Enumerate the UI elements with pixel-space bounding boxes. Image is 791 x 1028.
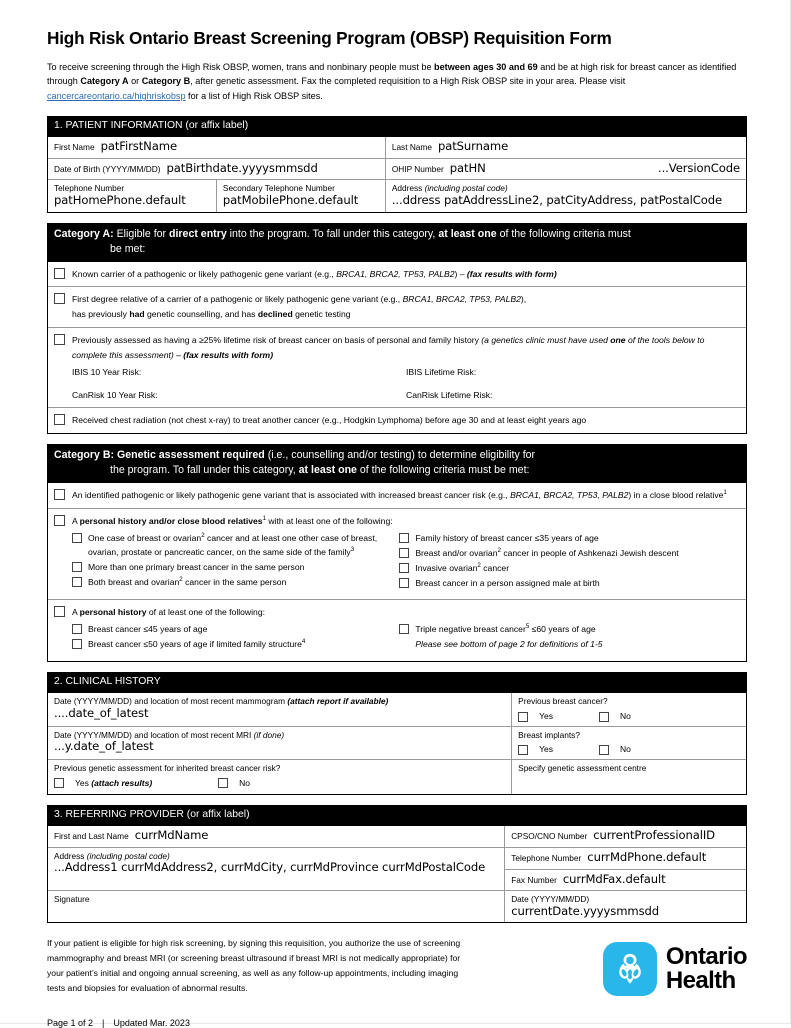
sub-text-b: cancer bbox=[480, 562, 510, 573]
category-a-at-least-one: at least one bbox=[438, 227, 497, 240]
sub-text-a: Family history of breast cancer ≤35 years of age bbox=[415, 532, 599, 543]
risk-fax-note: (fax results with form) bbox=[183, 349, 274, 360]
address-value: ...ddress patAddressLine2, patCityAddress, patPostalCode bbox=[391, 193, 723, 207]
checkbox-known-carrier[interactable] bbox=[54, 268, 65, 279]
checkbox-personal-history[interactable] bbox=[54, 606, 65, 617]
genetic-assessment-centre-cell[interactable] bbox=[512, 760, 746, 794]
mri-cell[interactable] bbox=[48, 727, 512, 759]
sub-criterion-text bbox=[415, 532, 598, 546]
intro-bold-category-b: Category B bbox=[141, 76, 191, 87]
checkbox-prev-cancer-yes[interactable] bbox=[518, 712, 528, 722]
sub-text-a: Breast cancer ≤50 years of age if limited family structure bbox=[88, 639, 302, 650]
category-a-heading bbox=[47, 223, 747, 262]
previous-breast-cancer-no[interactable] bbox=[599, 711, 631, 722]
table-row bbox=[48, 180, 746, 211]
criterion-post: ) in a close blood relative bbox=[628, 490, 724, 501]
last-name-value: patSurname bbox=[437, 140, 509, 154]
footnote-marker: 2 bbox=[497, 546, 501, 554]
checkbox-genetic-no[interactable] bbox=[218, 778, 228, 788]
sub-criterion-text bbox=[88, 623, 207, 637]
risk-criterion-pre: Previously assessed as having a ≥25% lifetime risk of breast cancer on basis of personal and family history bbox=[72, 334, 482, 345]
telephone-value: patHomePhone.default bbox=[54, 193, 186, 207]
option-label: No bbox=[239, 777, 251, 788]
date-of-birth-cell[interactable] bbox=[48, 159, 386, 180]
mri-value: ...y.date_of_latest bbox=[54, 739, 154, 753]
checkbox-one-case-breast-ovarian[interactable] bbox=[72, 533, 82, 543]
checkbox-triple-negative-60[interactable] bbox=[399, 624, 409, 634]
criterion-mid: ), bbox=[520, 294, 527, 305]
category-a-criteria bbox=[47, 262, 747, 435]
sub-criterion-text bbox=[415, 547, 678, 561]
criterion-text bbox=[72, 488, 740, 503]
previous-genetic-assessment-cell[interactable] bbox=[48, 760, 512, 794]
cpso-cno-value: currentProfessionalID bbox=[593, 829, 716, 843]
criterion-text bbox=[72, 292, 740, 322]
criterion-line2-e: genetic testing bbox=[292, 309, 351, 320]
cpso-cno-cell[interactable] bbox=[505, 826, 746, 847]
gene-list: BRCA1, BRCA2, TP53, PALB2 bbox=[510, 490, 629, 501]
table-row bbox=[48, 693, 746, 726]
intro-bold-category-a: Category A bbox=[80, 76, 129, 87]
secondary-telephone-cell[interactable] bbox=[217, 180, 386, 211]
checkbox-breast-cancer-45[interactable] bbox=[72, 624, 82, 634]
footnote-marker: 2 bbox=[179, 575, 183, 583]
criterion-mid: ) – bbox=[454, 268, 467, 279]
provider-address-label-note: (including postal code) bbox=[86, 850, 170, 861]
mri-label-text: Date (YYYY/MM/DD) and location of most recent MRI bbox=[54, 729, 254, 740]
sub-criterion[interactable] bbox=[399, 532, 740, 546]
trillium-icon bbox=[603, 942, 657, 996]
checkbox-breast-cancer-male-at-birth[interactable] bbox=[399, 578, 409, 588]
address-label bbox=[392, 183, 740, 193]
criterion-row[interactable] bbox=[48, 408, 746, 433]
updated-date: Updated Mar. 2023 bbox=[113, 1018, 190, 1028]
footnote-marker: 1 bbox=[262, 515, 267, 523]
option-label: Yes bbox=[539, 711, 554, 721]
last-name-label: Last Name bbox=[391, 142, 432, 153]
ohip-version-code-value: ...VersionCode bbox=[658, 161, 740, 175]
provider-name-value: currMdName bbox=[134, 829, 209, 843]
provider-contact-cells bbox=[505, 848, 746, 890]
provider-telephone-value: currMdPhone.default bbox=[587, 850, 707, 864]
last-name-cell[interactable] bbox=[386, 137, 746, 158]
criterion-row[interactable] bbox=[48, 287, 746, 328]
sub-text-a: One case of breast or ovarian bbox=[88, 532, 202, 543]
footer bbox=[47, 936, 747, 996]
intro-bold-ages: between ages 30 and 69 bbox=[434, 61, 538, 72]
address-label-text: Address bbox=[391, 183, 425, 194]
table-row bbox=[48, 891, 746, 922]
category-a-text-2: into the program. To fall under this category, bbox=[226, 227, 439, 240]
previous-genetic-assessment-label: Previous genetic assessment for inherited breast cancer risk? bbox=[54, 762, 281, 773]
criterion-pre: A bbox=[72, 516, 80, 526]
risk-italic-2: of the tools below to complete this assessment) – bbox=[72, 334, 705, 360]
checkbox-implants-yes[interactable] bbox=[518, 745, 528, 755]
criterion-line2-had: had bbox=[129, 309, 145, 320]
ibis-10-year-risk-field[interactable]: IBIS 10 Year Risk: bbox=[72, 367, 142, 378]
sub-text-a: Breast cancer in a person assigned male at birth bbox=[415, 577, 600, 588]
personal-history-left-column bbox=[72, 623, 399, 653]
criterion-pre: A bbox=[72, 607, 80, 618]
criterion-row-personal-or-relatives[interactable] bbox=[48, 509, 746, 600]
obsp-sites-link[interactable]: cancercareontario.ca/highriskobsp bbox=[47, 91, 186, 102]
personal-history-right-column bbox=[399, 623, 740, 653]
gene-list: BRCA1, BRCA2, TP53, PALB2 bbox=[336, 268, 455, 279]
checkbox-both-breast-and-ovarian[interactable] bbox=[72, 577, 82, 587]
sub-text-a: Breast cancer ≤45 years of age bbox=[88, 624, 208, 635]
criterion-row[interactable] bbox=[48, 483, 746, 509]
sub-criteria-left-column bbox=[72, 532, 399, 592]
page-number: Page 1 of 2 bbox=[47, 1018, 94, 1028]
canrisk-10-year-risk-field[interactable]: CanRisk 10 Year Risk: bbox=[72, 389, 158, 400]
category-b-line2 bbox=[54, 463, 740, 478]
footnote-marker: 2 bbox=[477, 561, 481, 569]
checkbox-chest-radiation[interactable] bbox=[54, 414, 65, 425]
checkbox-invasive-ovarian[interactable] bbox=[399, 563, 409, 573]
provider-telephone-label: Telephone Number bbox=[511, 852, 582, 863]
table-row bbox=[48, 848, 746, 891]
criterion-row[interactable] bbox=[48, 262, 746, 288]
sub-criterion-text bbox=[415, 562, 509, 576]
address-cell[interactable] bbox=[386, 180, 746, 211]
provider-address-label-text: Address bbox=[54, 850, 87, 861]
first-name-value: patFirstName bbox=[100, 140, 177, 154]
category-a-label: Category A: bbox=[54, 227, 114, 240]
patient-information-table bbox=[47, 137, 747, 212]
option-label: No bbox=[620, 711, 631, 721]
category-b-text-2: the program. To fall under this category, bbox=[110, 464, 299, 477]
page-footer bbox=[47, 1018, 747, 1028]
checkbox-ashkenazi-jewish-descent[interactable] bbox=[399, 548, 409, 558]
category-a-text-3: of the following criteria must bbox=[496, 227, 631, 240]
signature-cell[interactable] bbox=[48, 891, 505, 922]
gene-list: BRCA1, BRCA2, TP53, PALB2 bbox=[402, 294, 521, 305]
date-of-birth-value: patBirthdate.yyyysmmsdd bbox=[166, 161, 318, 175]
secondary-telephone-value: patMobilePhone.default bbox=[222, 193, 359, 207]
checkbox-implants-no[interactable] bbox=[599, 745, 609, 755]
cpso-cno-label: CPSO/CNO Number bbox=[511, 831, 588, 842]
provider-fax-label: Fax Number bbox=[511, 874, 557, 885]
criterion-bold: personal history bbox=[79, 607, 147, 618]
sub-criterion[interactable] bbox=[72, 623, 399, 637]
mammogram-value: ....date_of_latest bbox=[54, 706, 149, 720]
telephone-label: Telephone Number bbox=[54, 183, 125, 194]
criterion-post: of at least one of the following: bbox=[146, 607, 265, 618]
provider-date-label: Date (YYYY/MM/DD) bbox=[511, 894, 590, 905]
criterion-row-personal-history[interactable] bbox=[48, 600, 746, 661]
option-label: Yes bbox=[539, 744, 554, 755]
ohip-number-label: OHIP Number bbox=[391, 163, 444, 174]
consent-text: If your patient is eligible for high risk screening, by signing this requisition, you authorize the use of screening mammography and breast MRI (or screening breast ultrasound if breast MRI is not medically appropriate) for your patient’s initial and ongoing annual screening, as well as any follow-up appointments, including imaging tests and biopsies for evaluation of abnormal results. bbox=[47, 938, 461, 993]
checkbox-first-degree-relative[interactable] bbox=[54, 293, 65, 304]
patient-section-heading: 1. PATIENT INFORMATION (or affix label) bbox=[47, 116, 747, 137]
referring-provider-table bbox=[47, 826, 747, 923]
provider-address-value: ...Address1 currMdAddress2, currMdCity, currMdProvince currMdPostalCode bbox=[54, 861, 486, 875]
footnote-marker: 3 bbox=[350, 545, 355, 553]
sub-criterion-text bbox=[415, 577, 599, 591]
intro-text-1: To receive screening through the High Risk OBSP, women, trans and nonbinary people must be bbox=[47, 61, 435, 72]
ohip-number-cell[interactable] bbox=[386, 159, 746, 180]
sub-criterion[interactable] bbox=[72, 638, 399, 652]
criterion-line2-a: has previously bbox=[72, 309, 130, 320]
table-row bbox=[48, 760, 746, 794]
sub-text-a: Breast and/or ovarian bbox=[415, 547, 498, 558]
checkbox-prev-cancer-no[interactable] bbox=[599, 712, 609, 722]
intro-text-5: for a list of High Risk OBSP sites. bbox=[185, 91, 323, 102]
criterion-line2-c: genetic counselling, and has bbox=[144, 309, 258, 320]
option-label bbox=[75, 778, 152, 788]
clinical-history-table bbox=[47, 693, 747, 795]
checkbox-genetic-yes[interactable] bbox=[54, 778, 64, 788]
sub-criterion[interactable] bbox=[72, 532, 399, 560]
previous-breast-cancer-cell[interactable] bbox=[512, 693, 746, 725]
breast-implants-no[interactable] bbox=[599, 744, 631, 755]
logo-line-ontario: Ontario bbox=[665, 942, 747, 970]
provider-address-cell[interactable] bbox=[48, 848, 505, 890]
address-label-italic: (including postal code) bbox=[424, 183, 508, 194]
provider-date-cell[interactable] bbox=[505, 891, 746, 922]
criterion-text bbox=[72, 605, 740, 620]
table-row bbox=[48, 159, 746, 181]
sub-criteria-grid bbox=[54, 532, 740, 592]
option-label: No bbox=[620, 744, 631, 755]
intro-text-3: or bbox=[128, 76, 142, 87]
sub-text-b: cancer and at least one other case of breast, ovarian, prostate or pancreatic cancer, on the same side of the family bbox=[88, 532, 378, 557]
risk-fields-grid bbox=[72, 368, 740, 402]
checkbox-lifetime-risk-25[interactable] bbox=[54, 334, 65, 345]
logo-line-health: Health bbox=[665, 967, 736, 995]
genetic-assessment-no[interactable] bbox=[218, 777, 250, 788]
referring-provider-heading: 3. REFERRING PROVIDER (or affix label) bbox=[47, 805, 747, 826]
sub-criterion-text bbox=[88, 561, 304, 575]
sub-criterion[interactable] bbox=[399, 623, 740, 637]
sub-criteria-right-column bbox=[399, 532, 740, 592]
footnote-marker: 1 bbox=[723, 489, 727, 497]
sub-criterion[interactable] bbox=[72, 576, 399, 590]
provider-name-cell[interactable] bbox=[48, 826, 505, 847]
sub-text-a: Invasive ovarian bbox=[415, 562, 478, 573]
personal-history-grid bbox=[54, 623, 740, 653]
table-row bbox=[48, 727, 746, 760]
sub-criterion-text bbox=[88, 532, 399, 560]
first-name-label: First Name bbox=[54, 142, 95, 153]
intro-text-2: and be at high risk for breast cancer as identified through bbox=[47, 61, 737, 87]
criterion-pre: First degree relative of a carrier of a pathogenic or likely pathogenic gene variant (e.g., bbox=[72, 294, 403, 305]
mammogram-label bbox=[54, 696, 505, 706]
criterion-pre: An identified pathogenic or likely pathogenic gene variant that is associated with increased breast cancer risk (e.g., bbox=[72, 490, 511, 501]
previous-breast-cancer-yes[interactable] bbox=[518, 711, 553, 722]
definitions-note: Please see bottom of page 2 for definitions of 1-5 bbox=[415, 639, 603, 650]
checkbox-more-than-one-primary[interactable] bbox=[72, 562, 82, 572]
sub-text-b: cancer in people of Ashkenazi Jewish descent bbox=[500, 547, 679, 558]
category-b-criteria bbox=[47, 483, 747, 662]
category-b-at-least-one: at least one bbox=[298, 464, 357, 477]
checkbox-personal-history-relatives[interactable] bbox=[54, 515, 65, 526]
ibis-lifetime-risk-field[interactable]: IBIS Lifetime Risk: bbox=[406, 367, 477, 378]
criterion-bold: personal history and/or close blood relatives bbox=[79, 516, 263, 526]
clinical-history-heading: 2. CLINICAL HISTORY bbox=[47, 672, 747, 693]
ohip-number-value: patHN bbox=[449, 161, 486, 175]
sub-criterion-text bbox=[88, 576, 286, 590]
sub-criterion[interactable] bbox=[72, 561, 399, 575]
provider-date-value: currentDate.yyyysmmsdd bbox=[511, 904, 660, 918]
category-a-text-4: be met: bbox=[110, 242, 146, 255]
footer-separator: | bbox=[102, 1018, 105, 1028]
provider-fax-cell[interactable] bbox=[505, 870, 746, 891]
category-a-direct-entry: direct entry bbox=[169, 227, 227, 240]
page-title: High Risk Ontario Breast Screening Program (OBSP) Requisition Form bbox=[47, 28, 612, 48]
mammogram-label-note: (attach report if available) bbox=[287, 696, 389, 707]
criterion-text bbox=[72, 267, 740, 282]
breast-implants-yes[interactable] bbox=[518, 744, 553, 755]
risk-italic-1: (a genetics clinic must have used bbox=[481, 334, 611, 345]
criterion-text: Received chest radiation (not chest x-ray) to treat another cancer (e.g., Hodgkin Lymphoma) before age 30 and at least eight years ago bbox=[72, 415, 587, 426]
logo-wordmark bbox=[665, 942, 747, 995]
criterion-pre: Known carrier of a pathogenic or likely pathogenic gene variant (e.g., bbox=[72, 268, 337, 279]
genetic-assessment-yes[interactable] bbox=[54, 777, 152, 788]
previous-genetic-assessment-options bbox=[54, 777, 505, 788]
breast-implants-label: Breast implants? bbox=[518, 729, 580, 740]
mammogram-label-text: Date (YYYY/MM/DD) and location of most recent mammogram bbox=[54, 696, 288, 707]
footnote-marker: 5 bbox=[525, 623, 530, 631]
criterion-post: with at least one of the following: bbox=[266, 516, 393, 526]
criterion-text bbox=[72, 514, 740, 529]
intro-text-4: , after genetic assessment. Fax the completed requisition to a High Risk OBSP site in your area. Please visit bbox=[190, 76, 626, 87]
previous-breast-cancer-options bbox=[518, 711, 740, 722]
sub-text-a: Both breast and ovarian bbox=[88, 576, 180, 587]
provider-telephone-cell[interactable] bbox=[505, 848, 746, 870]
sub-criterion[interactable] bbox=[399, 577, 740, 591]
checkbox-identified-variant-relative[interactable] bbox=[54, 489, 65, 500]
signature-label: Signature bbox=[54, 894, 90, 905]
option-label-note: (attach results) bbox=[91, 777, 153, 788]
intro-paragraph bbox=[47, 60, 747, 104]
footnote-marker: 4 bbox=[301, 638, 306, 646]
mri-label-note: (if done) bbox=[253, 729, 285, 740]
provider-fax-value: currMdFax.default bbox=[562, 872, 666, 886]
sub-text-b: cancer in the same person bbox=[182, 576, 287, 587]
checkbox-breast-cancer-50-limited-family[interactable] bbox=[72, 639, 82, 649]
sub-criterion-text bbox=[88, 638, 305, 652]
breast-implants-cell[interactable] bbox=[512, 727, 746, 759]
mri-label bbox=[54, 730, 505, 740]
checkbox-family-history-35[interactable] bbox=[399, 533, 409, 543]
previous-breast-cancer-label: Previous breast cancer? bbox=[518, 696, 608, 707]
mammogram-cell[interactable] bbox=[48, 693, 512, 725]
date-of-birth-label: Date of Birth (YYYY/MM/DD) bbox=[54, 163, 161, 174]
criterion-line2-declined: declined bbox=[257, 309, 293, 320]
option-label-text: Yes bbox=[75, 777, 92, 788]
ontario-health-logo bbox=[603, 936, 747, 996]
risk-column-right bbox=[406, 368, 740, 402]
canrisk-lifetime-risk-field[interactable]: CanRisk Lifetime Risk: bbox=[406, 389, 493, 400]
sub-criterion[interactable] bbox=[399, 562, 740, 576]
category-b-label: Category B: Genetic assessment required bbox=[54, 449, 265, 462]
provider-name-label: First and Last Name bbox=[54, 831, 129, 842]
sub-text-a: More than one primary breast cancer in the same person bbox=[88, 561, 305, 572]
category-b-heading bbox=[47, 444, 747, 483]
table-row bbox=[48, 826, 746, 848]
category-a-text-1: Eligible for bbox=[113, 227, 170, 240]
sub-criterion[interactable] bbox=[399, 547, 740, 561]
first-name-cell[interactable] bbox=[48, 137, 386, 158]
table-row bbox=[48, 137, 746, 159]
criterion-row-lifetime-risk[interactable] bbox=[48, 328, 746, 408]
provider-address-label bbox=[54, 851, 498, 861]
breast-implants-options bbox=[518, 744, 740, 755]
risk-italic-bold-one: one bbox=[610, 334, 626, 345]
risk-column-left bbox=[72, 368, 406, 402]
sub-text-b: ≤60 years of age bbox=[529, 624, 596, 635]
criterion-text bbox=[72, 333, 740, 402]
sub-criterion-text bbox=[415, 623, 595, 637]
telephone-cell[interactable] bbox=[48, 180, 217, 211]
secondary-telephone-label: Secondary Telephone Number bbox=[222, 183, 335, 194]
footnote-marker: 2 bbox=[201, 531, 205, 539]
sub-text-a: Triple negative breast cancer bbox=[415, 624, 526, 635]
category-b-text-3: of the following criteria must be met: bbox=[356, 464, 530, 477]
genetic-assessment-centre-label: Specify genetic assessment centre bbox=[518, 762, 647, 773]
criterion-fax-note: (fax results with form) bbox=[466, 268, 557, 279]
category-b-text-1: (i.e., counselling and/or testing) to determine eligibility for bbox=[264, 449, 536, 462]
